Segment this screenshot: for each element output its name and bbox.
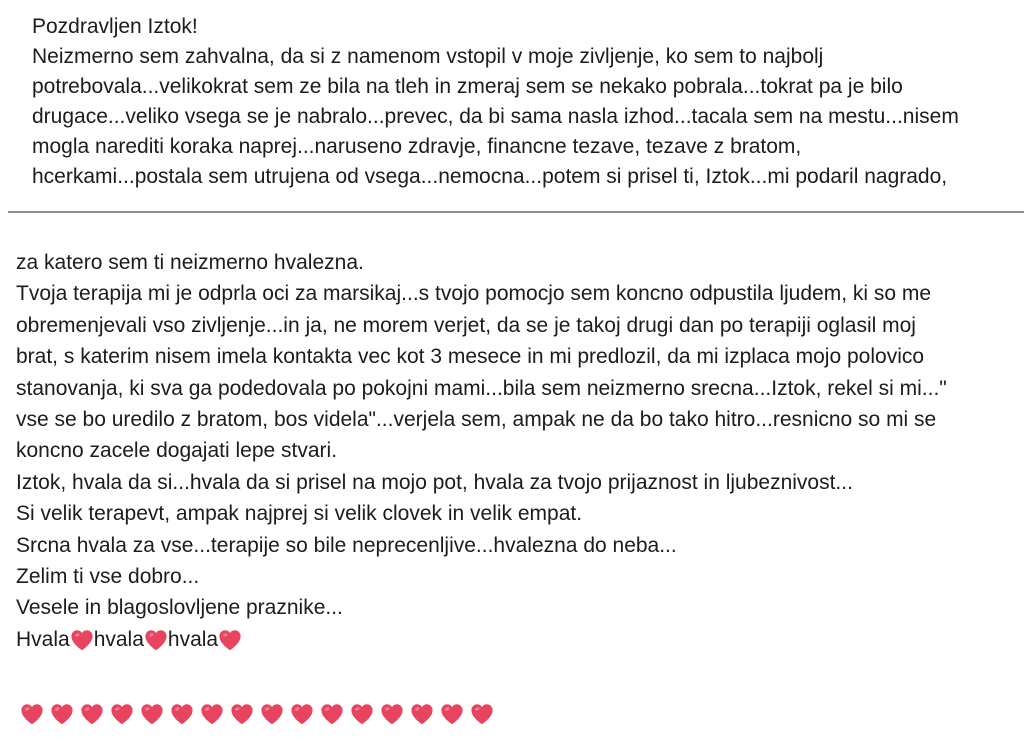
heart-icon (320, 703, 344, 725)
heart-icon (20, 703, 44, 725)
heart-icon (80, 703, 104, 725)
message-line: mogla narediti koraka naprej...naruseno zdravje, financne tezave, tezave z bratom, (32, 135, 802, 158)
message-line: stanovanja, ki sva ga podedovala po pokojni mami...bila sem neizmerno srecna...Iztok, rekel si mi..." (16, 376, 947, 400)
message-bottom-section (0, 214, 1024, 753)
heart-icon (144, 629, 168, 651)
message-line: vse se bo uredilo z bratom, bos videla"...verjela sem, ampak ne da bo tako hitro...resnicno so mi se (16, 408, 937, 432)
message-line: brat, s katerim nisem imela kontakta vec kot 3 mesece in mi predlozil, da mi izplaca mojo polovico (16, 345, 925, 369)
heart-icon (70, 629, 94, 651)
message-line: Tvoja terapija mi je odprla oci za marsikaj...s tvojo pomocjo sem koncno odpustila ljudem, ki so me (16, 282, 932, 306)
message-top-section (0, 0, 1024, 210)
heart-icon (50, 703, 74, 725)
heart-icon (410, 703, 434, 725)
message-line: hcerkami...postala sem utrujena od vsega...nemocna...potem si prisel ti, Iztok...mi podaril nagrado, (32, 165, 948, 188)
message-top-text (32, 12, 1022, 192)
heart-icon (110, 703, 134, 725)
heart-icon (200, 703, 224, 725)
message-line: obremenjevali vso zivljenje...in ja, ne morem verjet, da se je takoj drugi dan po terapiji oglasil moj (16, 313, 916, 337)
message-line: Vesele in blagoslovljene praznike... (16, 596, 343, 620)
message-bottom-text (16, 247, 1016, 655)
message-line: za katero sem ti neizmerno hvalezna. (16, 251, 364, 274)
heart-icon (140, 703, 164, 725)
greeting-line: Pozdravljen Iztok! (32, 15, 198, 38)
thanks-word: hvala (167, 627, 219, 651)
thanks-line (16, 624, 1016, 655)
heart-icon (170, 703, 194, 725)
heart-icon (440, 703, 464, 725)
message-line: koncno zacele dogajati lepe stvari. (16, 439, 338, 463)
heart-icon (230, 703, 254, 725)
heart-icon (290, 703, 314, 725)
message-line: Neizmerno sem zahvalna, da si z namenom vstopil v moje zivljenje, ko sem to najbolj (32, 45, 824, 68)
message-line: drugace...veliko vsega se je nabralo...prevec, da bi sama nasla izhod...tacala sem na mestu...nisem (32, 105, 959, 128)
section-divider (8, 211, 1024, 213)
message-line: potrebovala...velikokrat sem ze bila na tleh in zmeraj sem se nekako pobrala...tokrat pa je bilo (32, 75, 903, 98)
heart-icon (260, 703, 284, 725)
thanks-word: Hvala (16, 627, 70, 651)
thanks-word: hvala (93, 627, 144, 651)
message-line: Si velik terapevt, ampak najprej si velik clovek in velik empat. (16, 502, 583, 526)
hearts-row (20, 703, 494, 725)
message-line: Zelim ti vse dobro... (16, 565, 200, 589)
heart-icon (218, 629, 242, 651)
heart-icon (350, 703, 374, 725)
message-line: Srcna hvala za vse...terapije so bile neprecenljive...hvalezna do neba... (16, 533, 677, 557)
message-line: Iztok, hvala da si...hvala da si prisel na mojo pot, hvala za tvojo prijaznost in ljubeznivost... (16, 470, 853, 494)
heart-icon (470, 703, 494, 725)
heart-icon (380, 703, 404, 725)
